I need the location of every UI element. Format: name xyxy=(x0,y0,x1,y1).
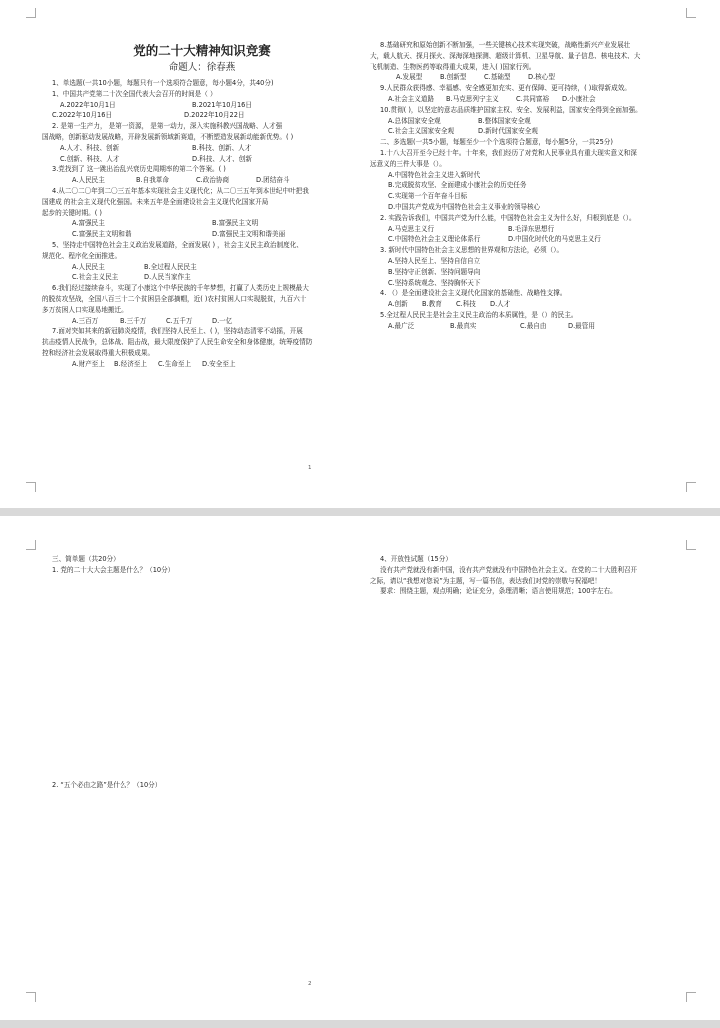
question-1 xyxy=(42,89,362,121)
multi-question-4 xyxy=(370,288,690,310)
option-c: C.富强民主文明和谐 xyxy=(72,230,132,239)
option-c: C.创新、科技、人才 xyxy=(60,154,120,163)
option-a: A.2022年10月1日 xyxy=(60,100,116,109)
option-a: A.人民民主 xyxy=(72,176,105,185)
option-a: A.人才、科技、创新 xyxy=(60,143,120,152)
question-5 xyxy=(42,240,362,283)
crop-mark xyxy=(686,992,696,1002)
question-stem-cont: 多万贫困人口实现易地搬迁。 xyxy=(42,305,128,314)
question-4 xyxy=(42,186,362,240)
open-question-line-1: 没有共产党就没有新中国，没有共产党就没有中国特色社会主义。在党的二十大胜利召开 xyxy=(380,565,638,574)
option-a: A.三百万 xyxy=(72,316,99,325)
section1-header: 1、单选题(一共10小题，每题只有一个选项符合题意，每小题4分，共40分) xyxy=(52,79,274,87)
doc-title: 党的二十大精神知识竞赛 xyxy=(133,43,271,58)
question-stem-cont: 国战略，创新驱动发展战略，开辟发展新领域新赛道，不断塑造发展新动能新优势。( ) xyxy=(42,132,294,141)
option-d: D.一亿 xyxy=(212,316,233,325)
option-d: D.核心型 xyxy=(528,73,555,82)
question-stem: 3.党找到了 这一跳出治乱兴衰历史周期率的第二个答案。( ) xyxy=(52,165,226,174)
option-c: C.五千万 xyxy=(166,316,193,325)
option-c: C.生命至上 xyxy=(158,359,192,368)
multi-question-5 xyxy=(370,310,690,332)
option-a: A.创新 xyxy=(388,300,408,309)
option-b: B.毛泽东思想行 xyxy=(508,224,555,233)
page-number: 1 xyxy=(308,465,312,471)
option-b: B.富强民主文明 xyxy=(212,219,259,228)
option-b: B.教育 xyxy=(422,300,442,309)
option-a: A.富强民主 xyxy=(72,219,105,228)
page-one xyxy=(0,0,720,508)
option-b: B.创新型 xyxy=(440,73,467,82)
option-b: B.2021年10月16日 xyxy=(192,100,252,109)
option-c: C.政治协商 xyxy=(196,176,230,185)
option-d: D.人才 xyxy=(490,300,511,309)
question-8 xyxy=(370,40,690,83)
question-2 xyxy=(42,121,362,164)
crop-mark xyxy=(26,992,36,1002)
option-b: B.坚持守正创新、坚持问题导向 xyxy=(388,267,481,276)
question-stem: 2. 实践告诉我们，中国共产党为什么能，中国特色社会主义为什么好，归根到底是（）。 xyxy=(380,213,636,222)
question-stem-cont: 抗击疫情人民战争，总体战、阻击战，最大限度保护了人民生命安全和身体健康，统筹疫情防 xyxy=(42,338,313,347)
option-a: A.最广泛 xyxy=(388,321,415,330)
question-stem-cont: 飞机制造、生物医药等取得重大成果，进入( )国家行列。 xyxy=(370,62,536,71)
question-stem-cont: 规范化、程序化全面推进。 xyxy=(42,251,122,260)
short-question-2: 2. “五个必由之路”是什么？（10分） xyxy=(52,781,162,789)
question-stem-cont: 控和经济社会发展取得重大积极成果。 xyxy=(42,348,155,357)
section4-header: 4、开放性试题（15分） xyxy=(380,555,452,563)
crop-mark xyxy=(26,482,36,492)
right-column xyxy=(370,554,690,597)
option-c: C.实现第一个百年奋斗目标 xyxy=(388,192,468,201)
crop-mark xyxy=(26,8,36,18)
option-d: D.中国共产党成为中国特色社会主义事业的领导核心 xyxy=(388,202,541,211)
page-number: 2 xyxy=(308,981,312,987)
doc-author: 命题人：徐春燕 xyxy=(168,62,236,73)
crop-mark xyxy=(686,482,696,492)
option-c: C.社会主义国家安全观 xyxy=(388,127,455,136)
question-stem: 4.从二〇二〇年到二〇三五年基本实现社会主义现代化；从二〇三五年到本世纪中叶把我 xyxy=(52,186,309,195)
question-9 xyxy=(370,83,690,105)
page-two xyxy=(0,516,720,1020)
option-b: B.整体国家安全观 xyxy=(478,116,531,125)
question-stem-cont: 国建成 的社会主义现代化强国。未来五年是全面建设社会主义现代化国家开局 xyxy=(42,197,269,206)
section2-header: 二、多选题(一共5小题，每题至少一个个选项符合题意，每小题5分，一共25分) xyxy=(380,138,613,147)
option-c: C.最自由 xyxy=(520,321,547,330)
question-stem-cont: 大，载人航天、探月探火、深海深地探测、超级计算机、卫星导航、量子信息、核电技术、大 xyxy=(370,51,641,60)
option-d: D.富强民主文明和谐美丽 xyxy=(212,230,286,239)
section3-header: 三、简单题（共20分） xyxy=(52,555,120,563)
option-b: B.三千万 xyxy=(120,316,147,325)
option-d: D.团结奋斗 xyxy=(256,176,290,185)
question-stem: 5、坚持走中国特色社会主义政治发展道路，全面发展( ) ，社会主义民主政治制度化、 xyxy=(52,240,303,249)
option-d: D.新时代国家安全观 xyxy=(478,127,538,136)
question-stem-cont: 远意义的三件大事是（）。 xyxy=(370,159,446,168)
option-b: B.全过程人民民主 xyxy=(144,262,197,271)
option-c: C.中国特色社会主义理论体系行 xyxy=(388,235,481,244)
option-a: A.社会主义道路 xyxy=(388,94,435,103)
question-7 xyxy=(42,326,362,369)
option-c: C.社会主义民主 xyxy=(72,273,119,282)
crop-mark xyxy=(686,540,696,550)
question-stem: 8.基础研究和原始创新不断加强，一些关键核心技术实现突破，战略性新兴产业发展壮 xyxy=(380,41,631,49)
option-a: A.马克思主义行 xyxy=(388,224,435,233)
option-b: B.最真实 xyxy=(450,321,477,330)
option-d: D.2022年10月22日 xyxy=(184,111,245,120)
question-stem: 10.贯彻( )，以坚定的意志品质维护国家主权、安全、发展利益，国家安全得到全面加强。 xyxy=(380,105,642,114)
option-c: C.2022年10月16日 xyxy=(52,111,113,120)
left-column xyxy=(42,40,362,370)
option-a: A.发展型 xyxy=(396,73,423,82)
option-d: D.中国化时代化的马克思主义行 xyxy=(508,235,601,244)
crop-mark xyxy=(686,8,696,18)
question-10 xyxy=(370,105,690,137)
crop-mark xyxy=(26,540,36,550)
question-stem-cont: 的脱贫攻坚战，全国八百三十二个贫困县全部摘帽，近( )农村贫困人口实现脱贫，九百六十 xyxy=(42,294,307,303)
option-b: B.经济至上 xyxy=(114,359,147,368)
question-stem: 4. （）是全面建设社会主义现代化国家的基础性、战略性支撑。 xyxy=(380,289,567,298)
option-d: D.安全至上 xyxy=(202,359,236,368)
question-3 xyxy=(42,164,362,186)
option-c: C.基础型 xyxy=(484,73,511,82)
question-stem: 2. 是第一生产力， 是第一资源， 是第一动力，深入实施科教兴国战略、人才强 xyxy=(52,122,283,131)
question-stem: 5.全过程人民民主是社会主义民主政治的本质属性，是（）的民主。 xyxy=(380,310,578,319)
option-a: A.总体国家安全观 xyxy=(388,116,441,125)
option-d: D.科技、人才、创新 xyxy=(192,154,252,163)
left-column-lower xyxy=(52,780,352,791)
multi-question-1 xyxy=(370,148,690,213)
question-stem: 9.人民群众获得感、幸福感、安全感更加充实、更有保障、更可持续，( )取得新成效。 xyxy=(380,84,631,93)
short-question-1: 1. 党的二十大大会主题是什么？（10分） xyxy=(52,565,175,574)
question-6 xyxy=(42,283,362,326)
option-d: D.人民当家作主 xyxy=(144,273,191,282)
option-a: A.中国特色社会主义进入新时代 xyxy=(388,170,481,179)
option-c: C.科技 xyxy=(456,300,476,309)
option-b: B.马克思列宁主义 xyxy=(446,94,499,103)
question-stem: 6.我们经过接续奋斗，实现了小康这个中华民族的千年梦想，打赢了人类历史上规模最大 xyxy=(52,284,309,293)
option-c: C.共同富裕 xyxy=(516,94,550,103)
option-c: C.坚持系统观念、坚持胸怀天下 xyxy=(388,278,481,287)
option-a: A.财产至上 xyxy=(72,359,105,368)
option-a: A.人民民主 xyxy=(72,262,105,271)
left-column xyxy=(52,554,352,576)
multi-question-2 xyxy=(370,213,690,245)
open-question-line-2: 之际，请以“我想对您说”为主题，写一篇书信，表达我们对党的崇敬与祝福吧！ xyxy=(370,576,602,585)
option-a: A.坚持人民至上、坚持自信自立 xyxy=(388,256,481,265)
question-stem: 1.十八大召开至今已经十年。十年来，我们经历了对党和人民事业具有重大现实意义和深 xyxy=(380,148,637,157)
option-b: B.科技、创新、人才 xyxy=(192,143,252,152)
question-stem-cont: 起步的关键时期。( ) xyxy=(42,208,102,217)
right-column xyxy=(370,40,690,332)
option-d: D.小康社会 xyxy=(562,94,596,103)
option-b: B.自我革命 xyxy=(136,176,169,185)
open-question-requirements: 要求：围绕主题，观点明确；论证充分，条理清晰；语言使用规范；100字左右。 xyxy=(380,587,617,596)
option-d: D.最管用 xyxy=(568,321,595,330)
option-b: B.完成脱贫攻坚、全面建成小康社会的历史任务 xyxy=(388,181,527,190)
multi-question-3 xyxy=(370,245,690,288)
question-stem: 1、中国共产党第二十次全国代表大会召开的时间是（ ） xyxy=(52,89,217,98)
question-stem: 3. 新时代中国特色社会主义思想的世界观和方法论，必须（）。 xyxy=(380,246,564,255)
question-stem: 7.面对突如其来的新冠肺炎疫情，我们坚持人民至上、( )，坚持动态清零不动摇，开展 xyxy=(52,327,303,336)
